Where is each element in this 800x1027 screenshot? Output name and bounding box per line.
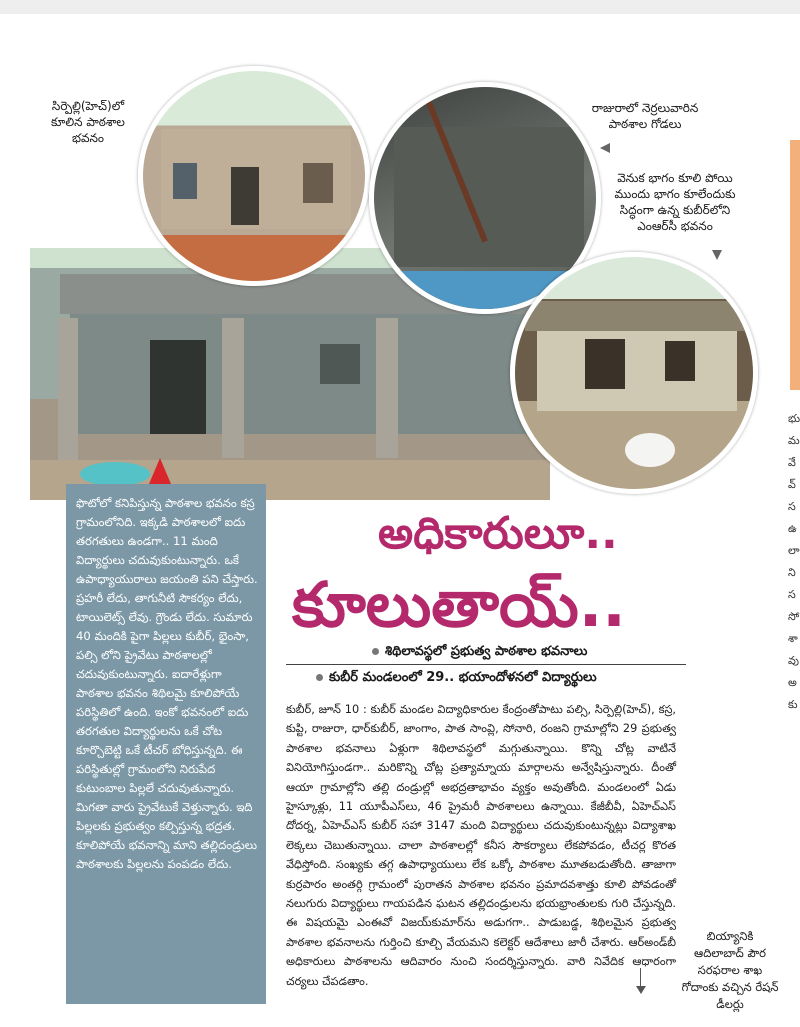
window xyxy=(585,339,625,389)
pillar xyxy=(376,318,398,458)
article-body: కుబీర్, జూన్ 10 : కుబీర్ మండల విద్యాధికారుల కేంద్రంతోపాటు పల్సి, సిర్పెల్లి(హెచ్), కస్ర, కుప్టి, రాజురా, ధార్‌కుబీర్, జాంగాం, పాత సాంవ్లి, సోనారి, రంజని గ్రామాల్లోని 29 ప్రభుత్వ పాఠశాల భవనాలు ఏళ్లుగా శిథిలావస్థలో మగ్గుతున్నాయి. కొన్ని చోట్ల వాటినే వినియోగిస్తుండగా.. మరికొన్ని చోట్ల ప్రత్యామ్నాయ మార్గాలను అన్వేషిస్తున్నారు. దీంతో ఆయా గ్రామాల్లోని తల్లి దండ్రుల్లో అభద్రతాభావం వ్యక్తం అవుతోంది. మండలంలో ఏడు హైస్కూళ్లు, 11 యూపీఎస్‌లు, 46 ప్రైమరీ పాఠశాలలు ఉన్నాయి. కేజీబీవీ, ఏహెచ్‌ఎస్ దోదర్న, ఏహెచ్‌ఎస్ కుబీర్ సహా 3147 మంది విద్యార్థులు చదువుకుంటున్నట్లు విద్యాశాఖ లెక్కలు చెబుతున్నాయి. చాలా పాఠశాలల్లో కనీస సౌకర్యాలు లేకపోవడం, టీచర్ల కొరత వేధిస్తోంది. సంఖ్యకు తగ్గ ఉపాధ్యాయులు లేక ఒక్కో పాఠశాల మూతబడుతోంది. తాజాగా కుర్రపారం అంతర్గి గ్రామంలో పురాతన పాఠశాల భవనం ప్రమాదవశాత్తు కూలి పోవడంతో నలుగురు విద్యార్థులు గాయపడిన ఘటన తల్లిదండ్రులను భయభ్రాంతులకు గురి చేస్తున్నది. ఈ విషయమై ఎంఈవో విజయ్‌కుమార్‌ను అడుగగా.. పాడుబడ్డ, శిథిలమైన ప్రభుత్వ పాఠశాల భవనాలను గుర్తించి కూల్చి వేయమని కలెక్టర్ ఆదేశాలు జారీ చేశారు. ఆర్‌అండ్‌బీ అధికారులు పాఠశాలను ఆదివారం నుంచి సందర్శిస్తున్నారు. వారి నివేదిక ఆధారంగా చర్యలు చేపడతాం. xyxy=(286,703,676,988)
window xyxy=(173,163,197,199)
pillar xyxy=(58,318,78,468)
bullet-icon xyxy=(316,674,323,681)
door xyxy=(150,340,206,434)
pointer-arrow-icon xyxy=(600,143,610,153)
ration-dealers-caption: బియ్యానికి ఆదిలాబాద్ పౌర సరఫరాల శాఖ గోదాంకు వచ్చిన రేషన్ డీలర్లు xyxy=(681,929,779,1011)
left-sidebar-box xyxy=(66,484,266,1004)
pointer-arrow-icon xyxy=(712,250,722,260)
subhead-1 xyxy=(372,644,587,662)
water-tank xyxy=(625,433,675,467)
subhead-1-text: శిథిలావస్థలో ప్రభుత్వ పాఠశాల భవనాలు xyxy=(385,644,588,659)
red-arrow-icon xyxy=(149,458,171,484)
divider xyxy=(286,664,686,665)
kubeer-mrc-building-photo xyxy=(510,252,758,494)
sirpelli-collapsed-school-photo xyxy=(138,66,370,286)
top-edge xyxy=(0,0,800,14)
rajura-caption: రాజురాలో నెర్రలువారిన పాఠశాల గోడలు xyxy=(591,101,699,131)
down-arrow-icon xyxy=(636,986,646,994)
wall xyxy=(394,127,584,267)
window xyxy=(303,163,333,203)
right-column-fragment: భు మ వే వ్ స ఉ లా ని స సో శా వు అ కు xyxy=(788,412,800,711)
orange-strip xyxy=(790,140,800,390)
left-box-text: ఫొటోలో కనిపిస్తున్న పాఠశాల భవనం కస్ర గ్రామంలోనిది. ఇక్కడి పాఠశాలలో ఐదు తరగతులు ఉండగా.. 11 మంది విద్యార్థులు చదువుకుంటున్నారు. ఒకే ఉపాధ్యాయురాలు జయంతి పని చేస్తారు. ప్రహరీ లేదు, తాగునీటి సౌకర్యం లేదు, టాయిలెట్స్ లేవు. గ్రౌండు లేదు. సుమారు 40 మందికి పైగా పిల్లలు కుబీర్, భైంసా, పల్సి లోని ప్రైవేటు పాఠశాలల్లో చదువుకుంటున్నారు. ఐదారేళ్లుగా పాఠశాల భవనం శిథిలమై కూలిపోయే పరిస్థితిలో ఉంది. ఇంకో భవనంలో ఐదు తరగతుల విద్యార్థులను ఒకే చోట కూర్చొబెట్టి ఒకే టీచర్ బోధిస్తున్నది. ఈ పరిస్థితుల్లో గ్రామంలోని నిరుపేద కుటుంబాల పిల్లలే చదువుతున్నారు. మిగతా వారు ప్రైవేటుకే వెళ్తున్నారు. ఇది పిల్లలకు ప్రభుత్వం కల్పిస్తున్న భద్రత. కూలిపోయే భవనాన్ని మాని తల్లిదండ్రులు పాఠశాలకు పిల్లలను పంపడం లేదు. xyxy=(76,496,258,871)
water-tank xyxy=(80,462,150,486)
kubeer-caption: వెనుక భాగం కూలి పోయి ముందు భాగం కూలేందుకు సిద్ధంగా ఉన్న కుబీర్‌లోని ఎంఆర్‌సీ భవనం xyxy=(614,171,736,233)
wall xyxy=(537,331,737,411)
bullet-icon xyxy=(372,648,379,655)
window xyxy=(665,341,695,381)
headline-line-2: కూలుతాయ్.. xyxy=(292,568,626,641)
building-wall xyxy=(70,314,530,434)
subhead-2 xyxy=(316,670,597,688)
pillar xyxy=(222,318,244,458)
door xyxy=(231,167,259,225)
subhead-2-text: కుబీర్ మండలంలో 29.. భయాందోళనలో విద్యార్థులు xyxy=(329,670,597,685)
window xyxy=(320,344,360,384)
sirpelli-caption: సిర్పెల్లి(హెచ్)లో కూలిన పాఠశాల భవనం xyxy=(51,99,125,145)
headline-line-1: అధికారులూ.. xyxy=(378,508,618,559)
arrow-line xyxy=(640,968,641,988)
roof xyxy=(525,301,745,331)
